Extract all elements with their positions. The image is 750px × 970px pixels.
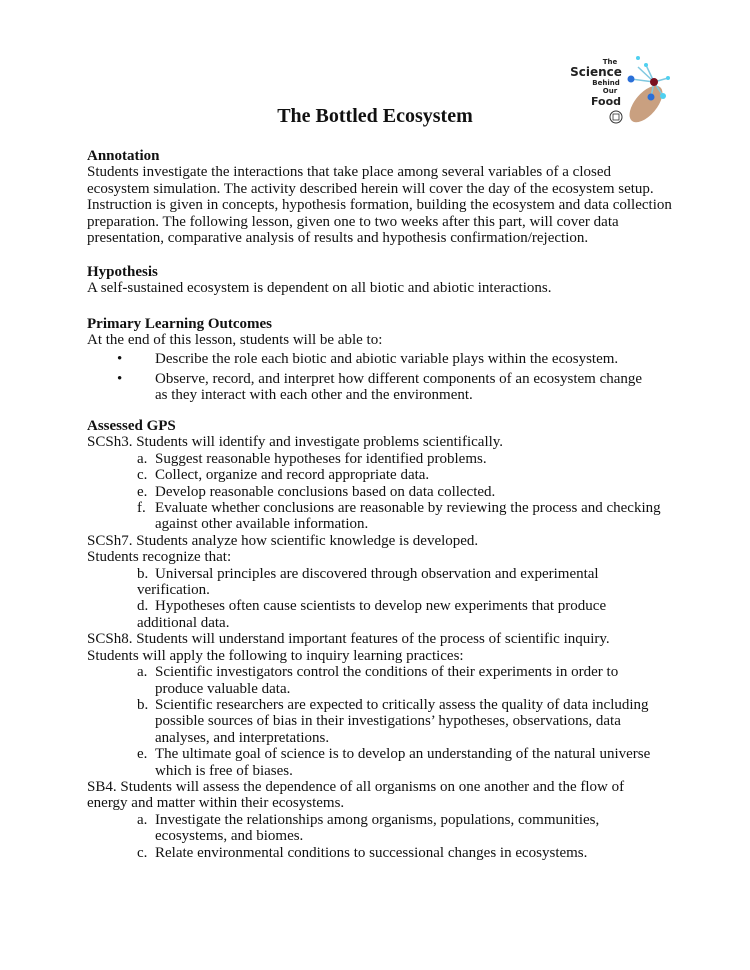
item-marker: a. bbox=[137, 811, 148, 828]
standard-scsh8: SCSh8. Students will understand important features of the process of scientific inquiry. bbox=[87, 631, 610, 648]
standard-item bbox=[87, 451, 667, 467]
outcomes-heading: Primary Learning Outcomes bbox=[87, 316, 272, 332]
item-text: The ultimate goal of science is to develop an understanding of the natural universe which is free of biases. bbox=[155, 746, 651, 779]
standard-item bbox=[87, 812, 667, 845]
outcomes-section bbox=[87, 316, 687, 407]
standard-item bbox=[87, 598, 667, 631]
item-marker: e. bbox=[137, 483, 148, 500]
item-text: Universal principles are discovered through observation and experimental verification. bbox=[137, 565, 599, 599]
standard-item bbox=[87, 697, 667, 746]
annotation-line: presentation, comparative analysis of results and hypothesis confirmation/rejection. bbox=[87, 230, 589, 247]
page-title: The Bottled Ecosystem bbox=[277, 105, 473, 127]
item-text: Evaluate whether conclusions are reasonable by reviewing the process and checking against other available information. bbox=[155, 500, 661, 533]
item-marker: c. bbox=[137, 467, 148, 484]
svg-text:Science: Science bbox=[570, 65, 622, 79]
hypothesis-heading: Hypothesis bbox=[87, 264, 158, 280]
standard-intro: Students recognize that: bbox=[87, 549, 232, 566]
item-text: Hypotheses often cause scientists to develop new experiments that produce additional data. bbox=[137, 598, 607, 631]
outcomes-intro: At the end of this lesson, students will be able to: bbox=[87, 332, 383, 349]
hypothesis-text: A self-sustained ecosystem is dependent on all biotic and abiotic interactions. bbox=[87, 280, 552, 297]
annotation-line: preparation. The following lesson, given one to two weeks after this part, will cover data bbox=[87, 213, 619, 230]
item-text: Scientific researchers are expected to critically assess the quality of data including possible sources of bias in their investigations’ hypotheses, observations, data analyses, and interpretations. bbox=[155, 696, 649, 746]
annotation-section bbox=[87, 148, 687, 246]
standard-item bbox=[87, 845, 667, 861]
standard-item bbox=[87, 467, 667, 483]
item-text: Suggest reasonable hypotheses for identified problems. bbox=[155, 450, 487, 467]
outcome-bullet: • Observe, record, and interpret how different components of an ecosystem change as they interact with each other and the environment. bbox=[87, 371, 655, 404]
item-text: Scientific investigators control the conditions of their experiments in order to produce valuable data. bbox=[155, 664, 619, 697]
standard-intro: Students will apply the following to inquiry learning practices: bbox=[87, 647, 464, 664]
outcome-bullet: • Describe the role each biotic and abiotic variable plays within the ecosystem. bbox=[87, 351, 687, 367]
item-marker: c. bbox=[137, 844, 148, 861]
annotation-line: Students investigate the interactions that take place among several variables of a closed bbox=[87, 164, 611, 181]
standard-item bbox=[87, 500, 667, 533]
svg-text:Our: Our bbox=[602, 87, 618, 95]
standard-scsh7: SCSh7. Students analyze how scientific knowledge is developed. bbox=[87, 532, 479, 549]
standard-sb4: SB4. Students will assess the dependence of all organisms on one another and the flow of energy and matter within their ecosystems. bbox=[87, 778, 625, 812]
item-marker: f. bbox=[137, 500, 146, 517]
standard-item bbox=[87, 484, 667, 500]
gps-heading: Assessed GPS bbox=[87, 418, 176, 434]
annotation-line: ecosystem simulation. The activity described herein will cover the day of the ecosystem setup. bbox=[87, 180, 654, 197]
standard-item bbox=[87, 566, 667, 599]
annotation-line: Instruction is given in concepts, hypothesis formation, building the ecosystem and data collection bbox=[87, 197, 672, 214]
standard-item bbox=[87, 664, 667, 697]
item-marker: e. bbox=[137, 746, 148, 763]
svg-text:Food: Food bbox=[590, 95, 622, 108]
item-text: Collect, organize and record appropriate data. bbox=[155, 467, 430, 484]
item-text: Relate environmental conditions to successional changes in ecosystems. bbox=[155, 844, 588, 861]
item-marker: b. bbox=[137, 565, 149, 582]
item-marker: a. bbox=[137, 450, 148, 467]
standard-scsh3: SCSh3. Students will identify and investigate problems scientifically. bbox=[87, 434, 504, 451]
item-marker: a. bbox=[137, 664, 148, 681]
annotation-heading: Annotation bbox=[87, 148, 160, 164]
item-marker: b. bbox=[137, 696, 149, 713]
item-text: Develop reasonable conclusions based on data collected. bbox=[155, 483, 496, 500]
svg-text:Behind: Behind bbox=[592, 79, 620, 87]
item-marker: d. bbox=[137, 598, 149, 615]
svg-text:The: The bbox=[602, 58, 618, 66]
standard-item bbox=[87, 746, 667, 779]
hypothesis-section bbox=[87, 264, 687, 297]
item-text: Investigate the relationships among organisms, populations, communities, ecosystems, and biomes. bbox=[155, 811, 600, 845]
gps-section bbox=[87, 418, 667, 861]
